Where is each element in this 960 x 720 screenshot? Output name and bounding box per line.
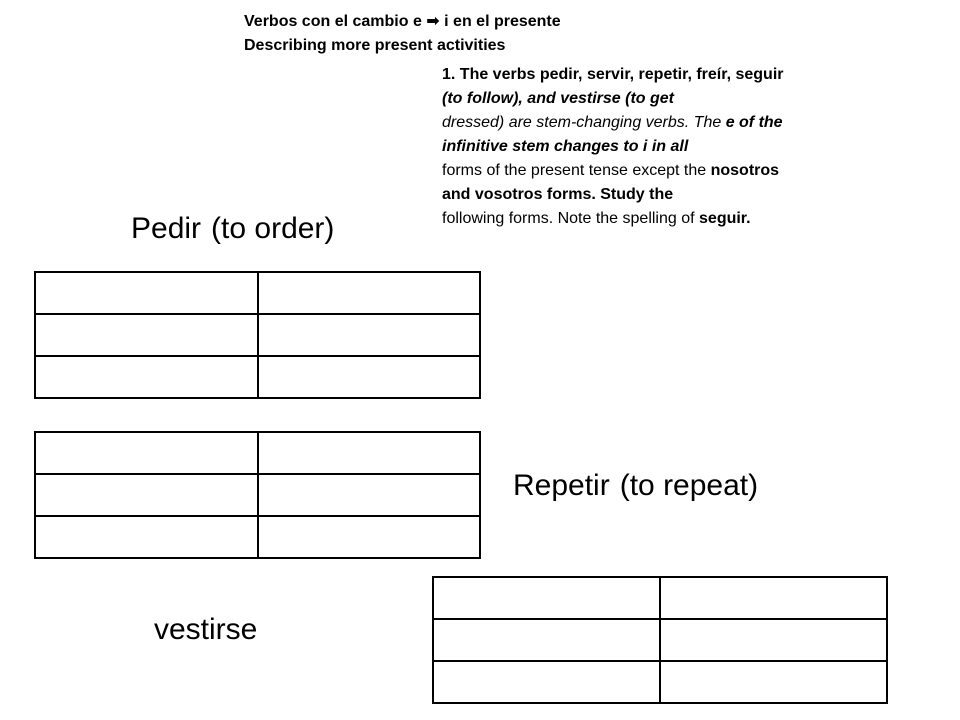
table-cell[interactable] (258, 356, 481, 398)
table-cell[interactable] (35, 272, 258, 314)
instructions-paragraph (442, 63, 912, 231)
title-text-after: i en el presente (444, 13, 561, 30)
table-row (35, 474, 480, 516)
intro-line-4: infinitive stem changes to i in all (442, 138, 689, 155)
table-cell[interactable] (258, 474, 481, 516)
right-arrow-icon: ➡ (426, 13, 440, 30)
title-text-before: Verbos con el cambio e (244, 13, 422, 30)
vestirse-heading (154, 612, 257, 648)
pedir-plural-table (34, 431, 481, 559)
title-line-1 (244, 10, 561, 34)
intro-line-2: (to follow), and vestirse (to get (442, 90, 675, 107)
table-cell[interactable] (35, 356, 258, 398)
table-cell[interactable] (433, 661, 660, 703)
table-cell[interactable] (433, 619, 660, 661)
pedir-verb: Pedir (131, 212, 202, 245)
table-row (35, 432, 480, 474)
table-cell[interactable] (35, 314, 258, 356)
table-cell[interactable] (258, 272, 481, 314)
table-row (35, 516, 480, 558)
table-cell[interactable] (258, 314, 481, 356)
pedir-gloss: (to order) (211, 212, 335, 245)
table-cell[interactable] (258, 432, 481, 474)
intro-line-5a: forms of the present tense except the (442, 162, 711, 179)
vestirse-verb: vestirse (154, 613, 258, 646)
pedir-conjugation-table (34, 271, 481, 399)
repetir-heading (513, 468, 758, 504)
intro-line-7a: following forms. Note the spelling of (442, 210, 700, 227)
table-cell[interactable] (660, 619, 887, 661)
table-cell[interactable] (35, 474, 258, 516)
table-row (433, 661, 887, 703)
table-cell[interactable] (35, 432, 258, 474)
table-cell[interactable] (660, 661, 887, 703)
table-row (433, 577, 887, 619)
intro-line-3b: e of the (725, 114, 783, 131)
pedir-heading (131, 211, 334, 247)
repetir-gloss: (to repeat) (619, 469, 759, 502)
table-cell[interactable] (433, 577, 660, 619)
repetir-verb: Repetir (513, 469, 610, 502)
table-row (35, 314, 480, 356)
intro-line-1: 1. The verbs pedir, servir, repetir, freír, seguir (442, 66, 784, 83)
intro-line-6: and vosotros forms. Study the (442, 186, 674, 203)
intro-line-5b: nosotros (710, 162, 780, 179)
intro-line-3a: dressed) are stem-changing verbs. The (442, 114, 726, 131)
table-cell[interactable] (660, 577, 887, 619)
table-cell[interactable] (258, 516, 481, 558)
vestirse-conjugation-table (432, 576, 888, 704)
intro-line-7b: seguir. (699, 210, 751, 227)
title-line-2: Describing more present activities (244, 37, 506, 54)
table-row (35, 272, 480, 314)
table-cell[interactable] (35, 516, 258, 558)
worksheet-title (244, 10, 561, 58)
table-row (35, 356, 480, 398)
table-row (433, 619, 887, 661)
